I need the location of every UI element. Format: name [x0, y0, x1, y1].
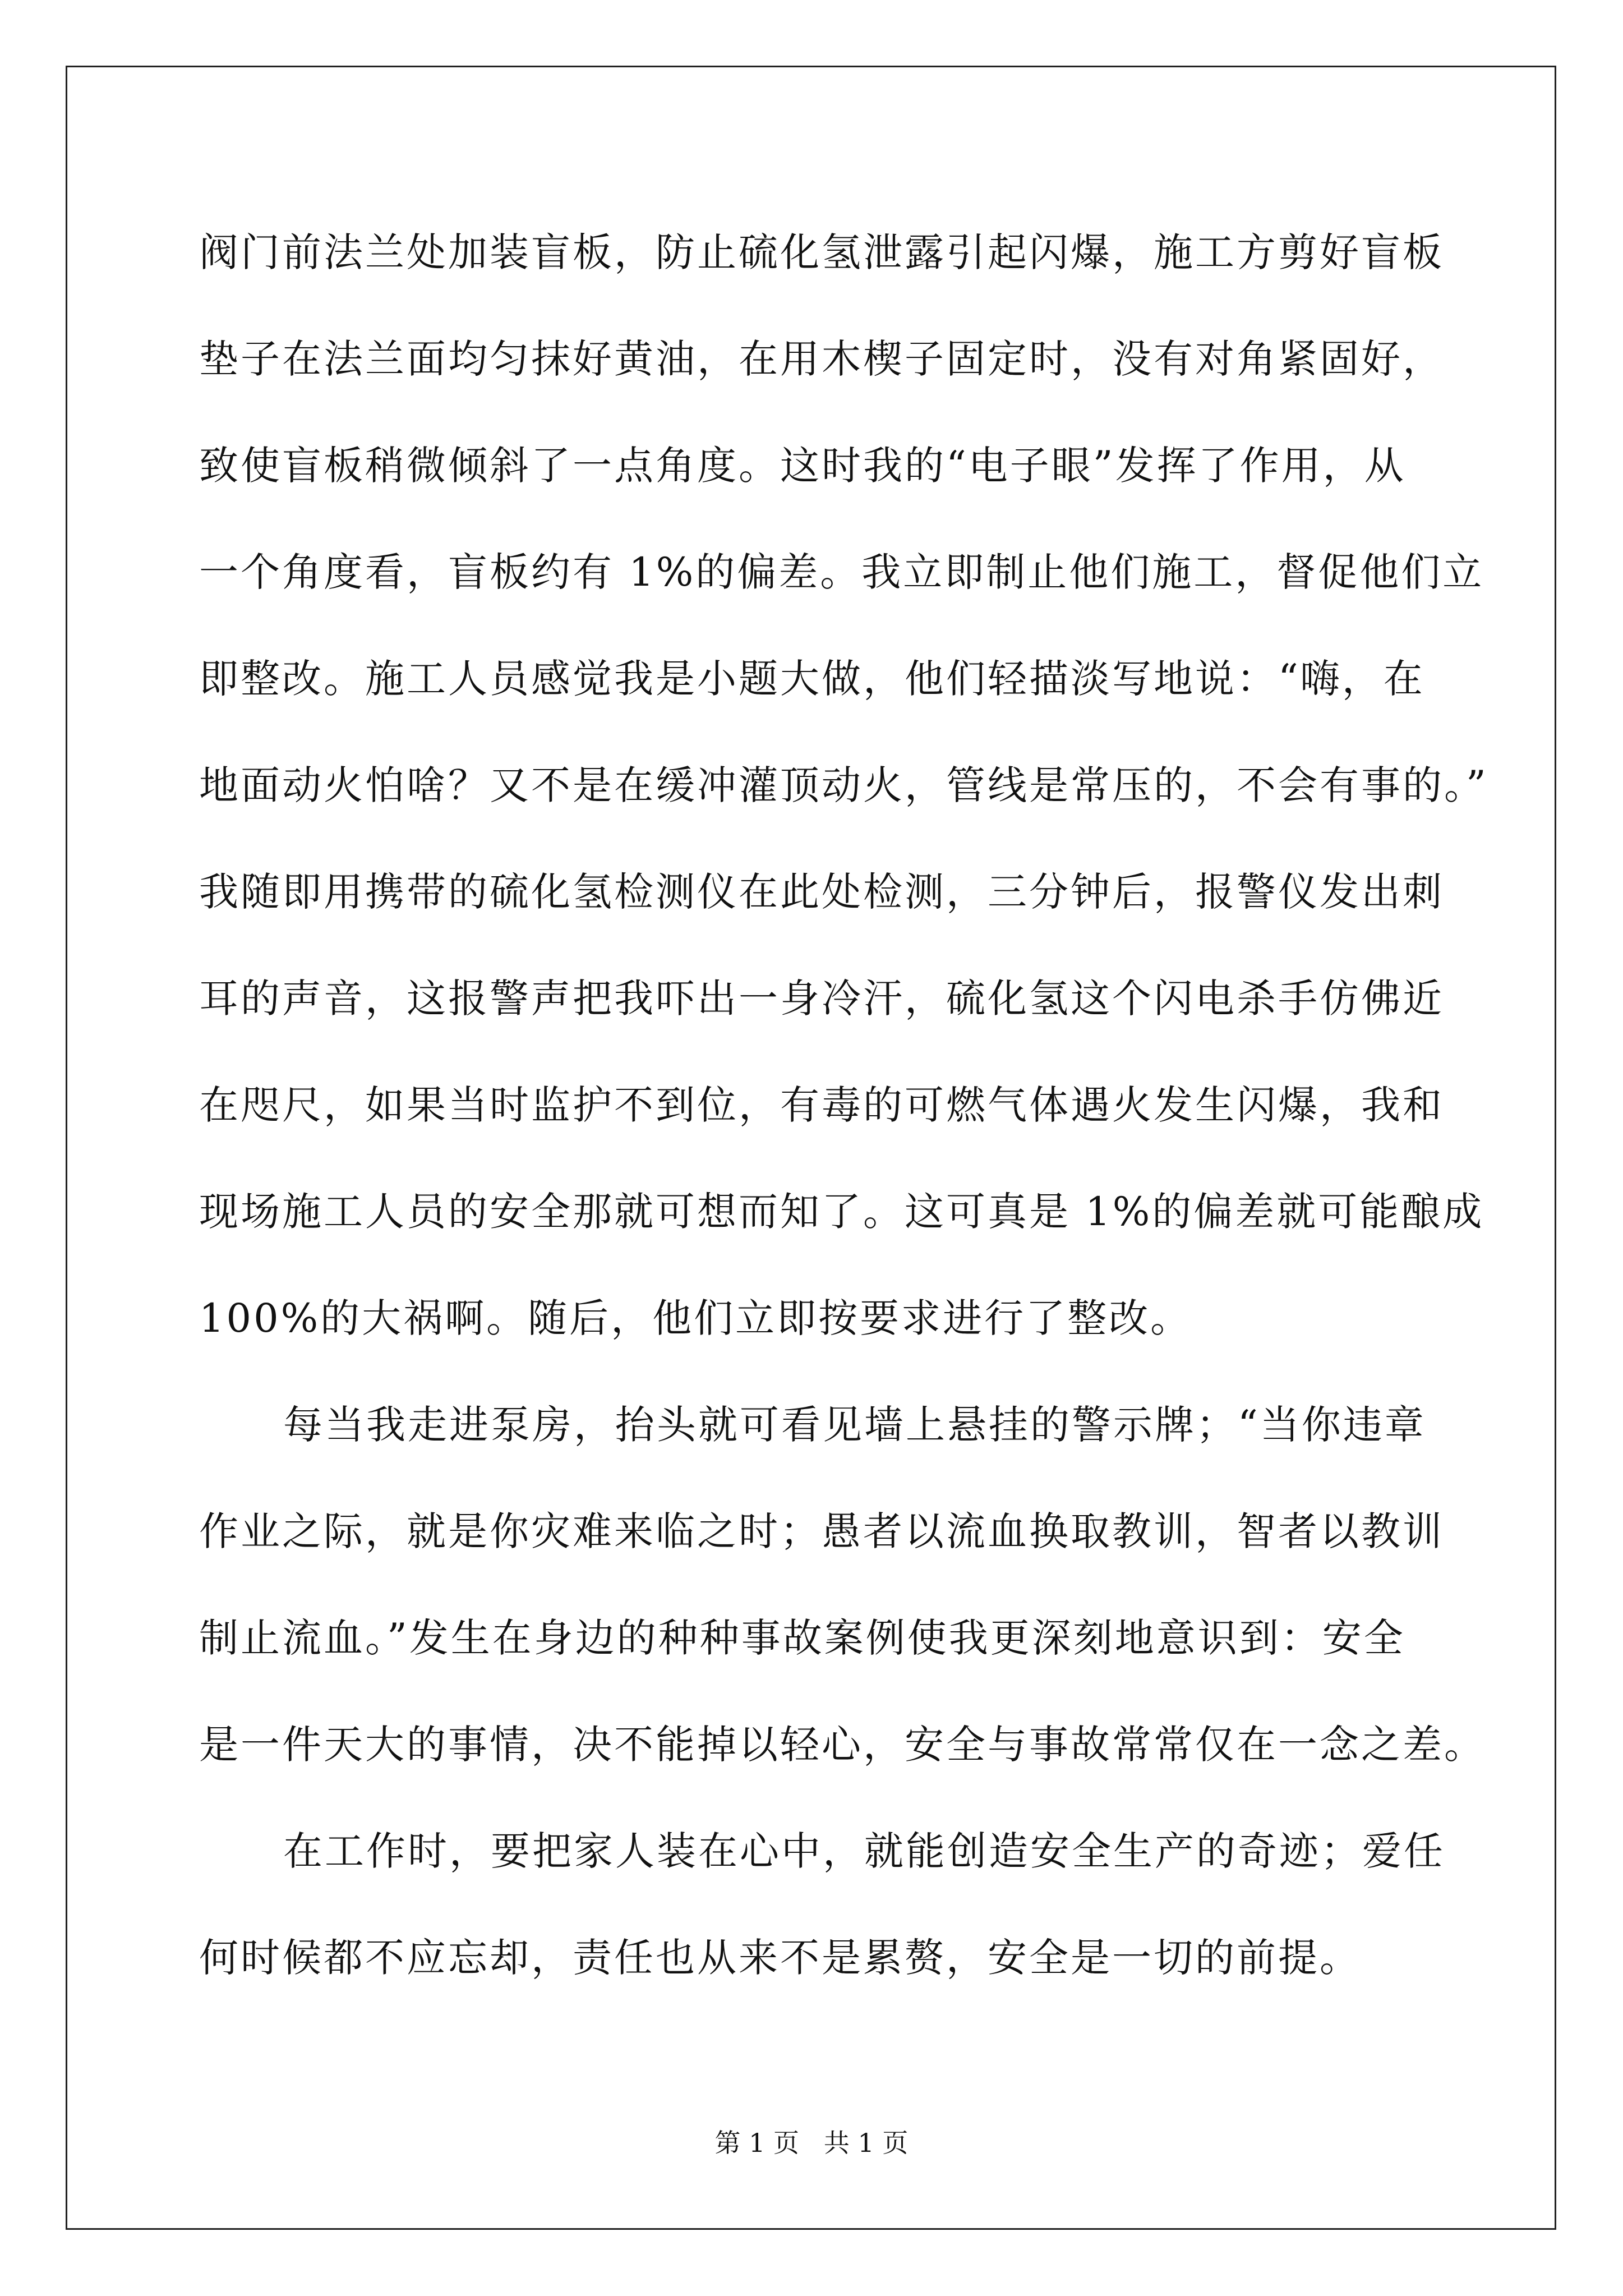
text-line: 是一件天大的事情，决不能掉以轻心，安全与事故常常仅在一念之差。	[199, 1722, 1486, 1768]
text-line: 地面动火怕啥？又不是在缓冲灌顶动火，管线是常压的，不会有事的。”	[199, 762, 1488, 808]
text-line: 何时候都不应忘却，责任也从来不是累赘，安全是一切的前提。	[199, 1935, 1361, 1981]
page-border	[66, 66, 1556, 2230]
text-line: 垫子在法兰面均匀抹好黄油，在用木楔子固定时，没有对角紧固好，	[199, 336, 1444, 382]
text-line: 100%的大祸啊。随后，他们立即按要求进行了整改。	[199, 1295, 1192, 1341]
text-line: 致使盲板稍微倾斜了一点角度。这时我的“电子眼”发挥了作用，从	[199, 443, 1406, 489]
text-line: 阀门前法兰处加装盲板，防止硫化氢泄露引起闪爆，施工方剪好盲板	[199, 229, 1444, 275]
text-line: 作业之际，就是你灾难来临之时；愚者以流血换取教训，智者以教训	[199, 1508, 1444, 1554]
text-line: 现场施工人员的安全那就可想而知了。这可真是 1%的偏差就可能酿成	[199, 1189, 1484, 1235]
paragraph-first-line: 每当我走进泵房，抬头就可看见墙上悬挂的警示牌；“当你违章	[283, 1402, 1426, 1448]
text-line: 即整改。施工人员感觉我是小题大做，他们轻描淡写地说：“嗨，在	[199, 656, 1425, 702]
text-line: 制止流血。”发生在身边的种种事故案例使我更深刻地意识到：安全	[199, 1615, 1405, 1661]
text-line: 耳的声音，这报警声把我吓出一身冷汗，硫化氢这个闪电杀手仿佛近	[199, 976, 1444, 1022]
text-line: 在咫尺，如果当时监护不到位，有毒的可燃气体遇火发生闪爆，我和	[199, 1082, 1444, 1128]
page-number-footer: 第 1 页 共 1 页	[714, 2128, 909, 2158]
text-line: 一个角度看，盲板约有 1%的偏差。我立即制止他们施工，督促他们立	[199, 549, 1484, 595]
text-line: 我随即用携带的硫化氢检测仪在此处检测，三分钟后，报警仪发出刺	[199, 869, 1444, 915]
paragraph-first-line: 在工作时，要把家人装在心中，就能创造安全生产的奇迹；爱任	[283, 1828, 1445, 1874]
